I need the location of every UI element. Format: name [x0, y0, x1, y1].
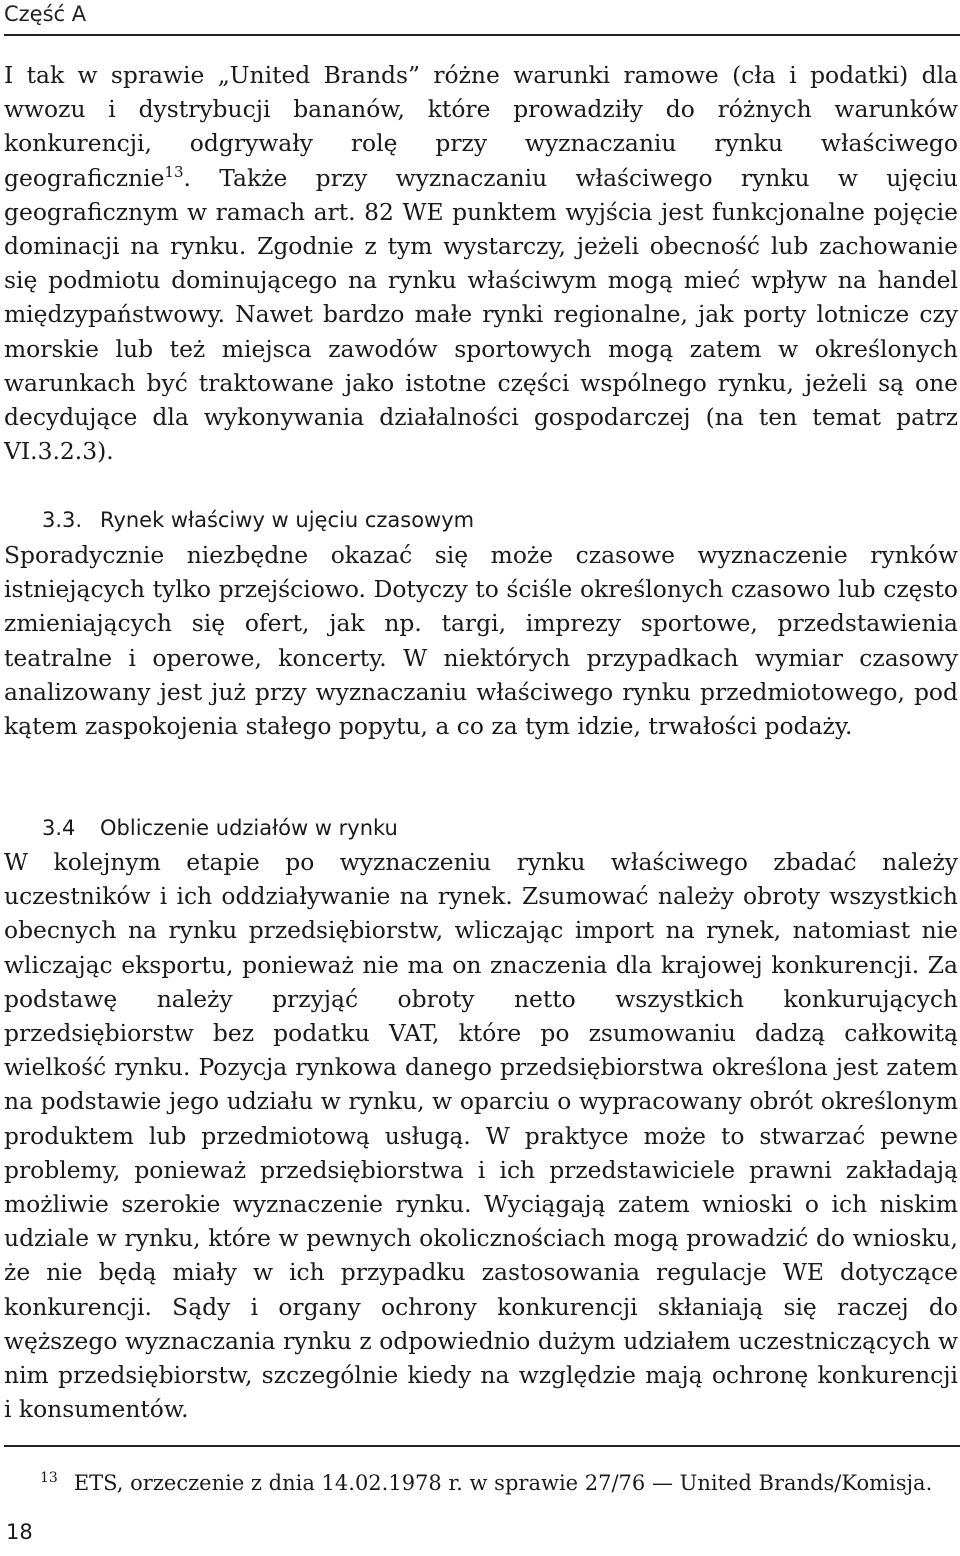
paragraph-market-share: W kolejnym etapie po wyznaczeniu rynku właściwego zbadać należy uczestników i ich oddziaływanie na rynek. Zsumować należy obroty wszystkich obecnych na rynku przedsiębiorstw, wliczając import na rynek, natomiast nie wliczając eksportu, ponieważ nie ma on znaczenia dla krajowej konkurencji. Za podstawę należy przyjąć obroty netto wszystkich konkurujących przedsiębiorstw bez podatku VAT, które po zsumowaniu dadzą całkowitą wielkość rynku. Pozycja rynkowa danego przedsiębiorstwa określona jest zatem na podstawie jego udziału w rynku, w oparciu o wypracowany obrót określonym produktem lub przedmiotową usługą. W praktyce może to stwarzać pewne problemy, ponieważ przedsiębiorstwa i ich przedstawiciele prawni zakładają możliwie szerokie wyznaczenie rynku. Wyciągają zatem wnioski o ich niskim udziale w rynku, które w pewnych okolicznościach mogą prowadzić do wniosku, że nie będą miały w ich przypadku zastosowania regulacje WE dotyczące konkurencji. Sądy i organy ochrony konkurencji skłaniają się raczej do węższego wyznaczania rynku z odpowiednio dużym udziałem uczestniczących w nim przedsiębiorstw, szczególnie kiedy na względzie mają ochronę konkurencji i konsumentów. [4, 848, 958, 1424]
paragraph-text: I tak w sprawie „United Brands” różne warunki ramowe (cła i podatki) dla wwozu i dystrybucji bananów, które prowadziły do różnych warunków konkurencji, odgrywały rolę przy wyznaczaniu rynku właściwego geograficznie [4, 61, 958, 192]
paragraph-temporal-market: Sporadycznie niezbędne okazać się może czasowe wyznaczenie rynków istniejących tylko przejściowo. Dotyczy to ściśle określonych czasowo lub często zmieniających się ofert, jak np. targi, imprezy sportowe, przedstawienia teatralne i operowe, koncerty. W niektórych przypadkach wymiar czasowy analizowany jest już przy wyznaczaniu właściwego rynku przedmiotowego, pod kątem zaspokojenia stałego popytu, a co za tym idzie, trwałości podaży. [4, 541, 958, 741]
footnote [40, 1464, 940, 1497]
main-content [4, 58, 958, 1424]
footnote-number: 13 [40, 1470, 58, 1486]
footnote-reference[interactable]: 13 [164, 162, 184, 181]
running-header: Część A [4, 2, 87, 26]
footnote-rule [4, 1445, 960, 1447]
header-rule [4, 34, 960, 36]
section-heading-3-3 [4, 505, 474, 535]
section-heading-3-4 [4, 813, 398, 843]
footnote-text: ETS, orzeczenie z dnia 14.02.1978 r. w sprawie 27/76 — United Brands/Komisja. [73, 1471, 933, 1495]
section-number: 3.3. [42, 508, 83, 532]
paragraph-geographic-market [4, 58, 958, 468]
page-number: 18 [6, 1520, 33, 1544]
section-title: Rynek właściwy w ujęciu czasowym [100, 508, 475, 532]
paragraph-text: . Także przy wyznaczaniu właściwego rynku w ujęciu geograficznym w ramach art. 82 WE punktem wyjścia jest funkcjonalne pojęcie dominacji na rynku. Zgodnie z tym wystarczy, jeżeli obecność lub zachowanie się podmiotu dominującego na rynku właściwym mogą mieć wpływ na handel międzypaństwowy. Nawet bardzo małe rynki regionalne, jak porty lotnicze czy morskie lub też miejsca zawodów sportowych mogą zatem w określonych warunkach być traktowane jako istotne części wspólnego rynku, jeżeli są one decydujące dla wykonywania działalności gospodarczej (na ten temat patrz VI.3.2.3). [4, 163, 958, 466]
section-title: Obliczenie udziałów w rynku [100, 816, 398, 840]
section-number: 3.4 [42, 816, 76, 840]
